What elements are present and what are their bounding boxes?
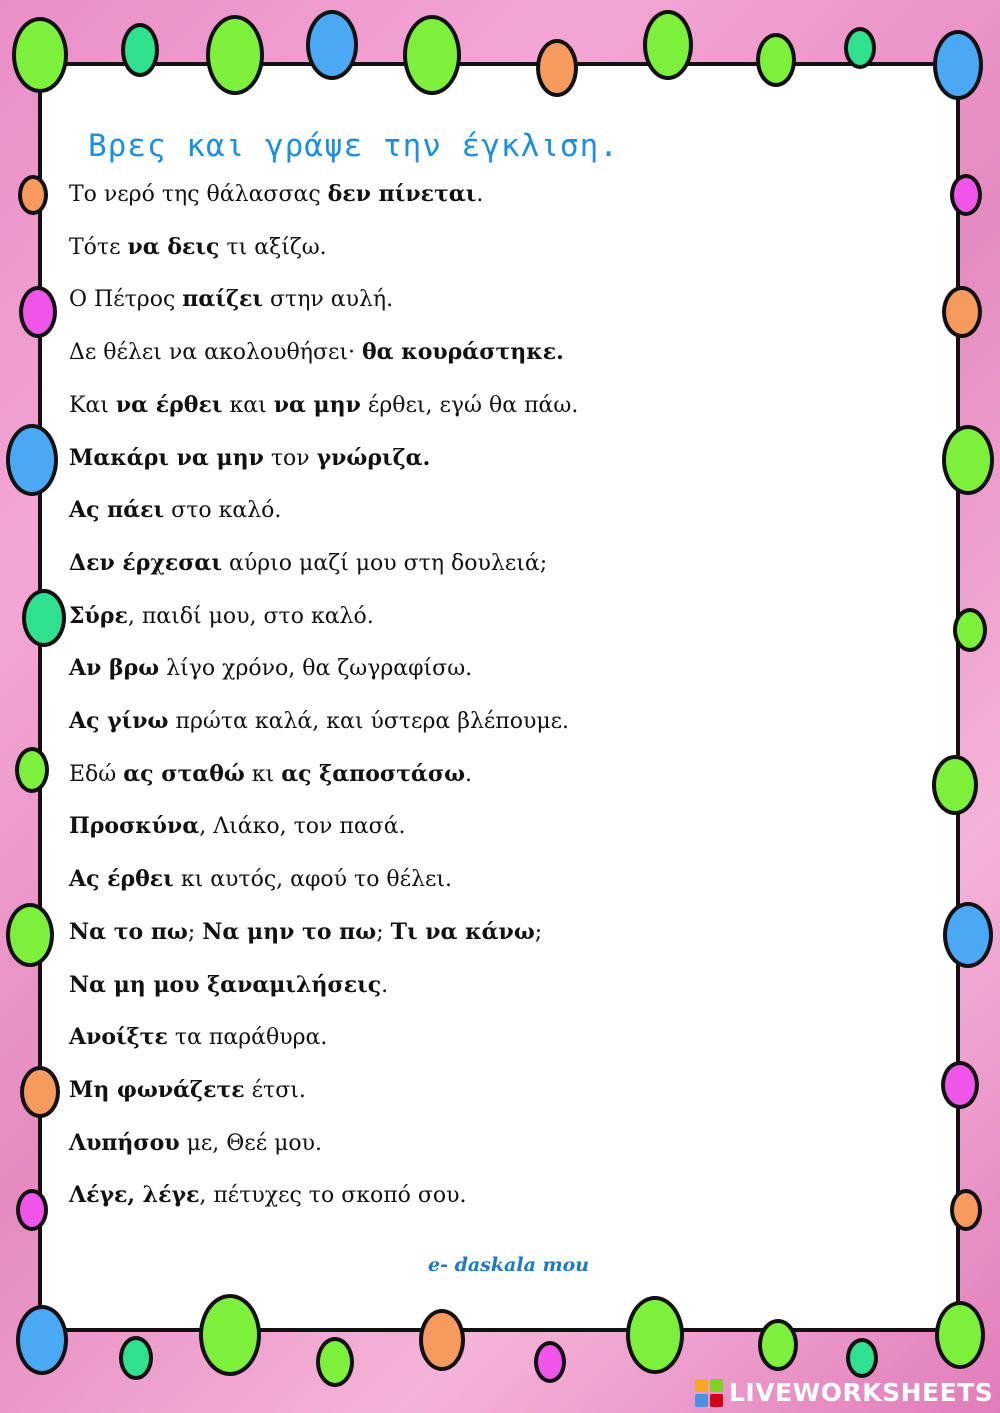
highlighted-verb: Μη φωνάζετε (69, 1076, 245, 1103)
highlighted-verb: να μην (273, 391, 361, 418)
watermark-text: LIVEWORKSHEETS (729, 1378, 994, 1407)
sentence-text: , παιδί μου, στο καλό. (127, 603, 374, 629)
sentence-line (69, 972, 388, 999)
decorative-dot (316, 1337, 354, 1387)
sentence-text: ; (376, 919, 391, 945)
decorative-dot (534, 1341, 566, 1383)
sentence-text: τα παράθυρα. (167, 1025, 328, 1051)
highlighted-verb: Ας γίνω (69, 708, 169, 734)
sentence-text: ; (187, 919, 203, 945)
sentence-text: Ο Πέτρος (69, 287, 183, 313)
decorative-dot (16, 1305, 68, 1375)
highlighted-verb: γνώριζα. (316, 444, 431, 471)
highlighted-verb: Τι να κάνω (390, 918, 535, 945)
decorative-dot (18, 175, 48, 215)
highlighted-verb: Να μη μου ξαναμιλήσεις (69, 971, 382, 998)
highlighted-verb: Λέγε, λέγε (69, 1182, 200, 1209)
worksheet-title: Βρες και γράψε την έγκλιση. (88, 128, 619, 164)
sentence-text: πρώτα καλά, και ύστερα βλέπουμε. (168, 709, 570, 734)
sentence-line (69, 234, 327, 261)
decorative-dot (844, 27, 876, 69)
decorative-dot (935, 1301, 985, 1369)
sentence-text: Τότε (69, 234, 128, 260)
sentence-line (69, 1182, 467, 1209)
sentence-text: . (381, 972, 389, 998)
highlighted-verb: Ας έρθει (69, 866, 174, 893)
decorative-dot (933, 30, 983, 100)
decorative-dot (19, 286, 57, 338)
sentence-line (69, 1024, 327, 1051)
decorative-dot (199, 1294, 261, 1376)
highlighted-verb: Να το πω (69, 918, 188, 945)
sentence-line (69, 339, 564, 366)
decorative-dot (119, 1336, 153, 1380)
highlighted-verb: δεν πίνεται (327, 181, 477, 207)
decorative-dot (6, 903, 54, 967)
author-credit: e- daskala mou (428, 1254, 590, 1276)
decorative-dot (419, 1309, 465, 1371)
highlighted-verb: ας ξαποστάσω (281, 760, 466, 787)
sentence-line (69, 550, 547, 577)
decorative-dot (536, 39, 578, 97)
sentence-text: , Λιάκο, τον πασά. (199, 814, 406, 840)
decorative-dot (306, 10, 358, 80)
decorative-dot (756, 33, 796, 87)
decorative-dot (22, 589, 66, 647)
decorative-dot (12, 17, 68, 93)
highlighted-verb: παίζει (182, 286, 264, 313)
sentence-text: τι αξίζω. (219, 234, 327, 260)
decorative-dot (942, 425, 994, 495)
sentence-text: έρθει, εγώ θα πάω. (360, 392, 579, 418)
decorative-dot (941, 1061, 979, 1109)
liveworksheets-watermark (695, 1378, 993, 1407)
sentence-text: κι αυτός, αφού το θέλει. (173, 867, 453, 893)
sentence-line (69, 1130, 322, 1157)
sentence-text: κι (244, 761, 282, 787)
decorative-dot (206, 15, 264, 95)
sentence-text: Εδώ (69, 761, 124, 787)
sentence-line (69, 445, 430, 472)
sentence-line (69, 1077, 306, 1104)
decorative-dot (758, 1319, 798, 1371)
decorative-dot (950, 1189, 982, 1231)
sentence-text: Δε θέλει να ακολουθήσει· (69, 340, 362, 366)
highlighted-verb: Μακάρι να μην (69, 444, 264, 471)
sentence-line (69, 813, 406, 840)
sentence-text: στο καλό. (164, 498, 282, 524)
sentence-line (69, 761, 472, 788)
decorative-dot (846, 1338, 878, 1378)
sentence-line (69, 603, 374, 630)
sentence-text: . (476, 182, 484, 207)
decorative-dot (20, 1066, 60, 1118)
highlighted-verb: Δεν έρχεσαι (69, 549, 223, 576)
highlighted-verb: Προσκύνα (69, 813, 200, 840)
sentence-line (69, 866, 452, 893)
sentence-text: έτσι. (244, 1077, 306, 1103)
sentence-text: . (465, 761, 473, 787)
sentence-text: ; (534, 919, 543, 945)
highlighted-verb: Ας πάει (69, 497, 165, 524)
liveworksheets-logo-icon (695, 1379, 723, 1407)
highlighted-verb: Ανοίξτε (69, 1024, 168, 1051)
decorative-dot (950, 174, 982, 216)
sentence-line (69, 919, 542, 946)
decorative-dot (403, 15, 461, 95)
sentence-line (69, 655, 472, 682)
highlighted-verb: Σύρε (69, 602, 128, 629)
decorative-dot (121, 23, 159, 77)
sentence-line (69, 497, 281, 524)
highlighted-verb: ας σταθώ (123, 760, 245, 787)
decorative-dot (953, 608, 987, 652)
sentence-text: Και (69, 392, 116, 418)
sentence-text: Το νερό της θάλασσας (69, 182, 328, 207)
sentence-text: τον (263, 445, 317, 471)
highlighted-verb: Αν βρω (69, 655, 160, 682)
decorative-dot (932, 755, 978, 815)
sentence-text: και (222, 392, 274, 418)
highlighted-verb: θα κουράστηκε. (361, 339, 564, 366)
sentence-text: αύριο μαζί μου στη δουλειά; (222, 550, 548, 576)
decorative-dot (6, 424, 58, 496)
highlighted-verb: να δεις (127, 233, 220, 260)
sentence-line (69, 708, 569, 735)
sentence-text: , πέτυχες το σκοπό σου. (199, 1183, 467, 1209)
sentence-text: στην αυλή. (263, 287, 394, 313)
decorative-dot (643, 10, 693, 80)
decorative-dot (943, 902, 993, 968)
highlighted-verb: Να μην το πω (202, 918, 377, 945)
decorative-dot (15, 747, 49, 793)
sentence-text: με, Θεέ μου. (179, 1130, 323, 1156)
highlighted-verb: να έρθει (115, 391, 223, 418)
decorative-dot (626, 1296, 684, 1374)
sentence-line (69, 392, 578, 419)
sentence-line (69, 286, 393, 313)
sentence-line (69, 181, 483, 208)
decorative-dot (942, 286, 982, 338)
highlighted-verb: Λυπήσου (69, 1129, 180, 1156)
decorative-dot (16, 1189, 48, 1231)
sentence-text: λίγο χρόνο, θα ζωγραφίσω. (159, 656, 473, 682)
